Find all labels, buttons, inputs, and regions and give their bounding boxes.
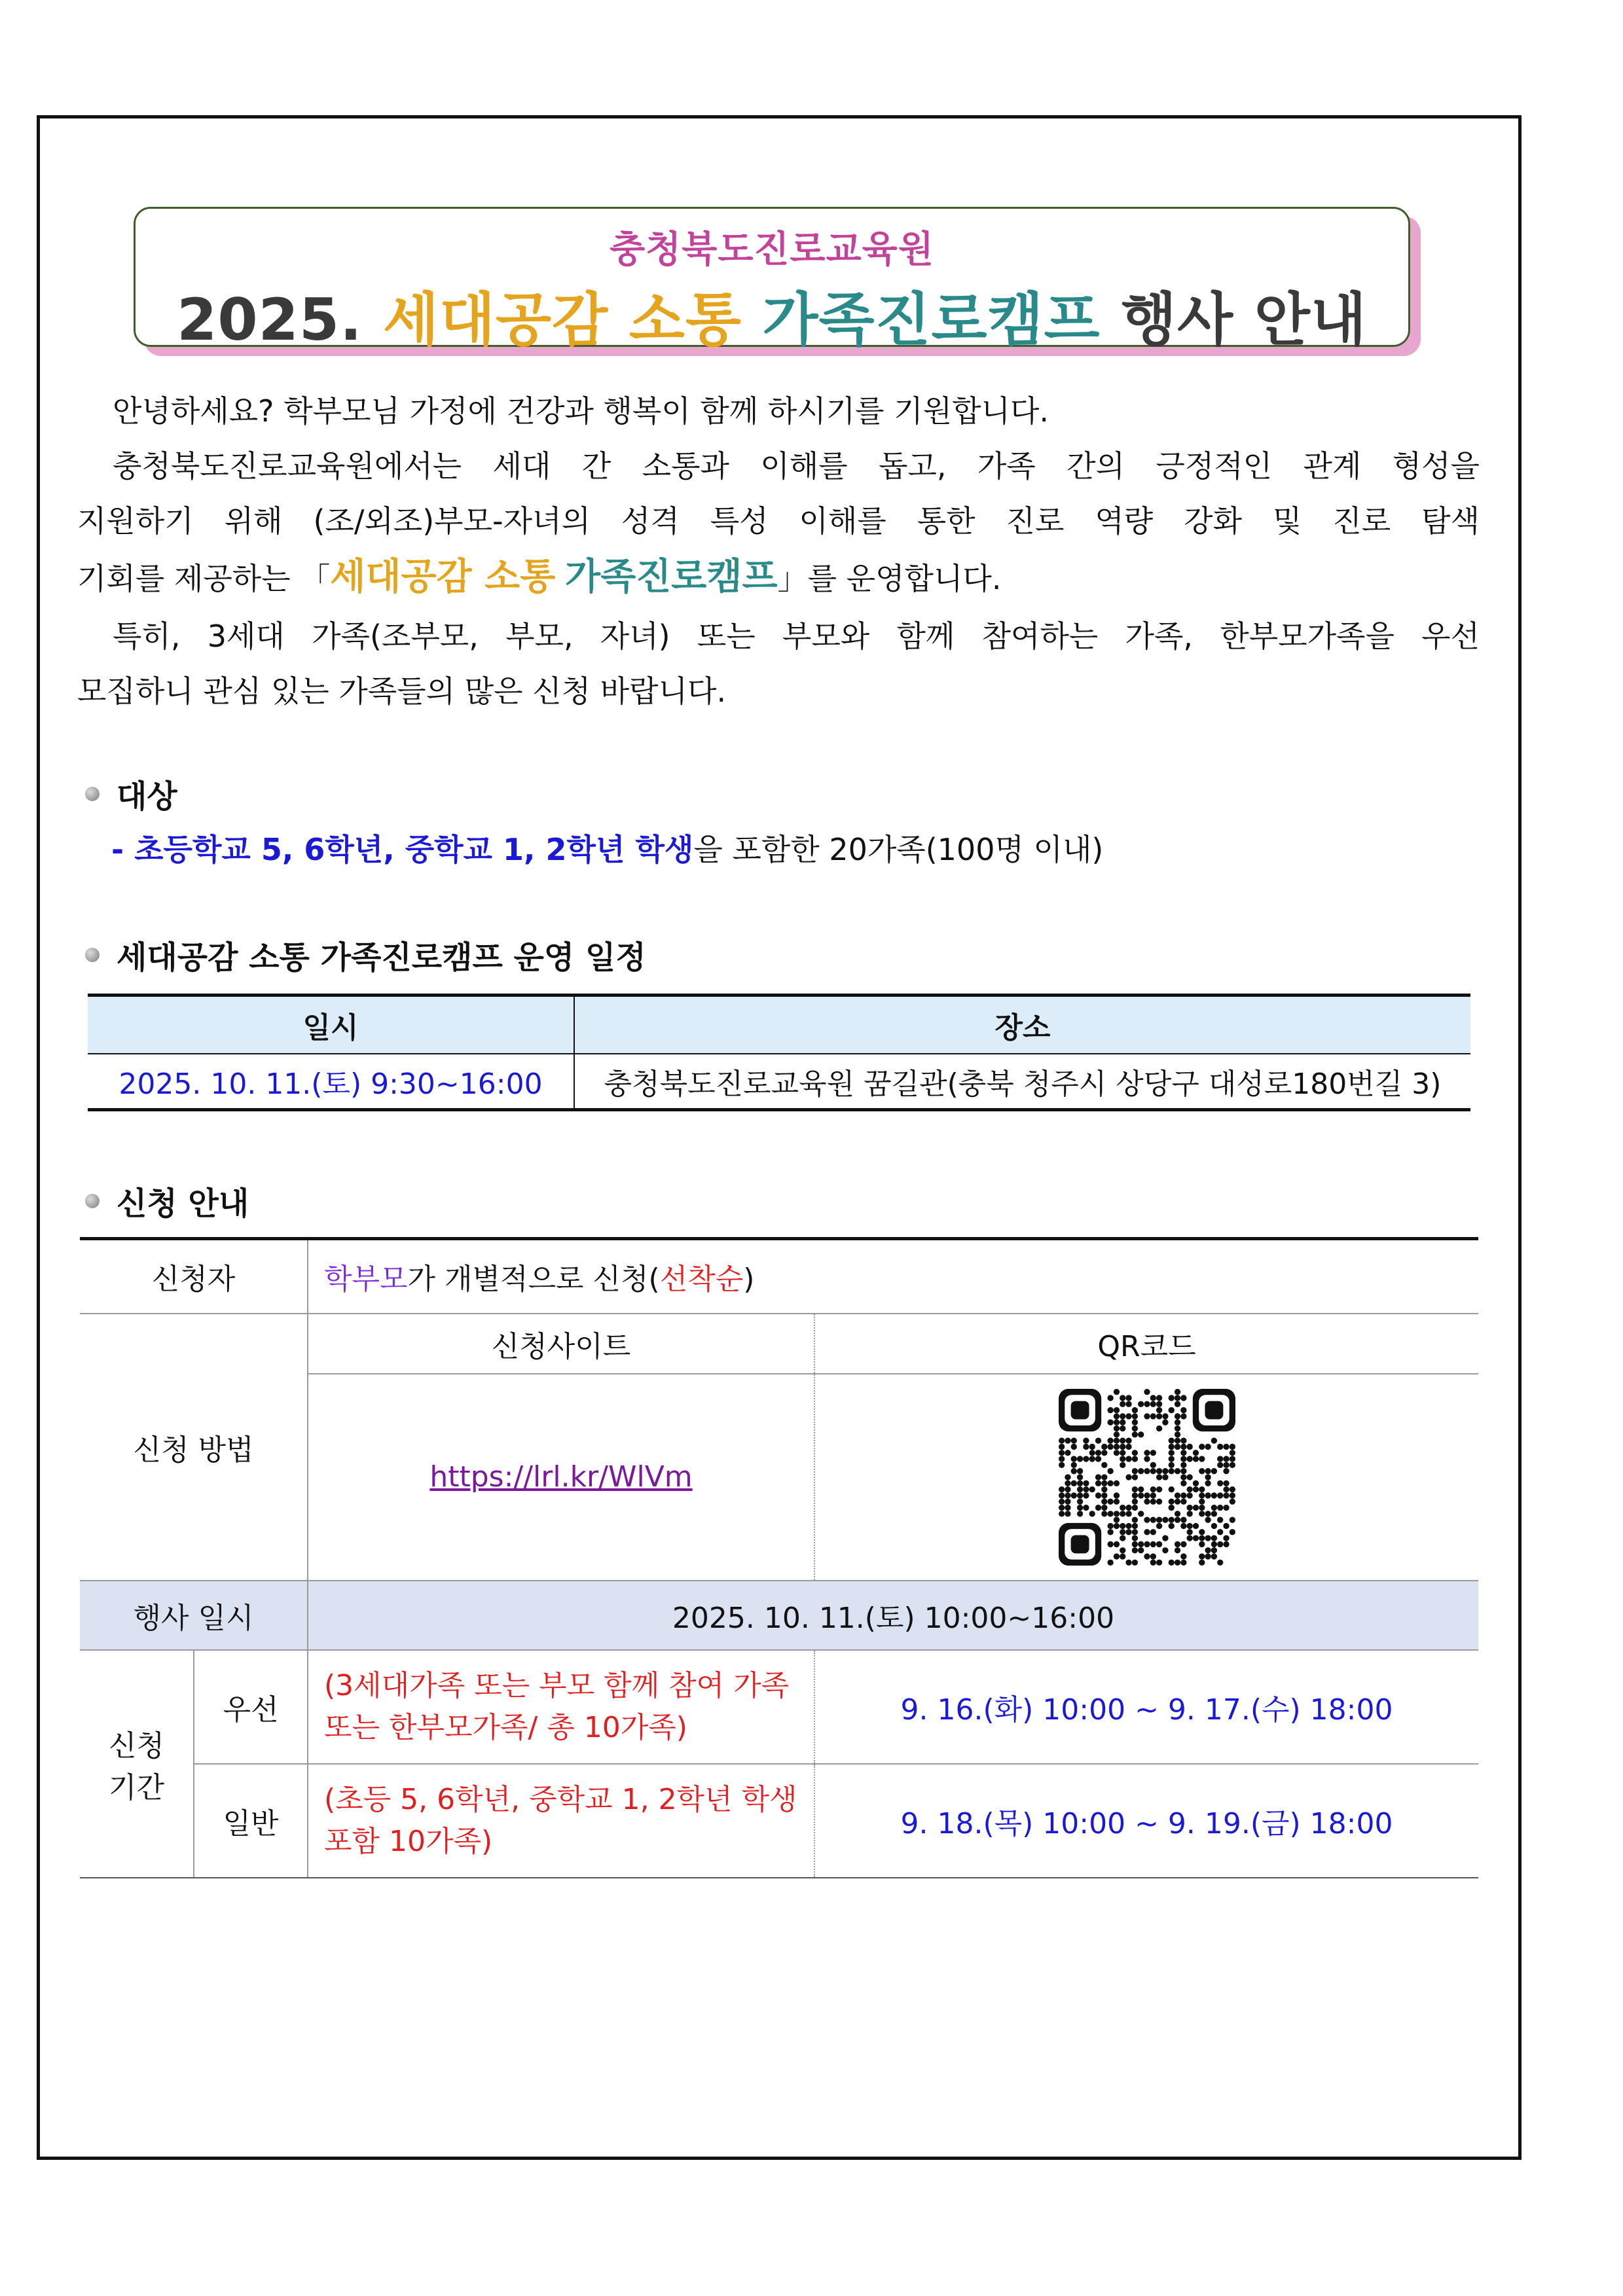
applicant-value — [308, 1239, 1478, 1314]
apply-heading-text: 신청 안내 — [117, 1185, 249, 1222]
priority-row — [80, 1650, 1478, 1764]
intro-line-4-post: 」를 운영합니다. — [777, 561, 1002, 596]
page-title — [136, 274, 1408, 357]
qr-code-icon[interactable] — [1059, 1389, 1235, 1566]
general-period: 9. 18.(목) 10:00 ~ 9. 19.(금) 18:00 — [814, 1764, 1478, 1878]
schedule-heading-text: 세대공감 소통 가족진로캠프 운영 일정 — [117, 939, 646, 976]
method-header-row — [80, 1314, 1478, 1374]
target-rest: 을 포함한 20가족(100명 이내) — [693, 832, 1104, 867]
bullet-icon — [85, 787, 100, 801]
site-cell — [308, 1374, 814, 1581]
intro-camp-name-1: 세대공감 소통 — [330, 556, 556, 598]
title-suffix: 행사 안내 — [1121, 286, 1367, 353]
target-highlight: 초등학교 5, 6학년, 중학교 1, 2학년 학생 — [134, 832, 694, 867]
event-label: 행사 일시 — [80, 1581, 308, 1650]
schedule-col-place: 장소 — [574, 996, 1470, 1054]
applicant-end: ) — [743, 1263, 755, 1297]
apply-section-heading — [85, 1178, 249, 1223]
event-date: 2025. 10. 11.(토) 10:00~16:00 — [308, 1581, 1478, 1650]
intro-line-3: 지원하기 위해 (조/외조)부모-자녀의 성격 특성 이해를 통한 진로 역량 강화 및 진로 탐색 — [77, 503, 1480, 539]
priority-period: 9. 16.(화) 10:00 ~ 9. 17.(수) 18:00 — [814, 1650, 1478, 1764]
title-part1: 세대공감 소통 — [383, 286, 742, 353]
bullet-icon — [85, 948, 100, 962]
apply-table — [80, 1237, 1478, 1878]
schedule-header-row — [88, 996, 1470, 1054]
general-row — [80, 1764, 1478, 1878]
target-heading-text: 대상 — [117, 778, 177, 815]
target-prefix: - — [111, 832, 135, 867]
intro-line-4-pre: 기회를 제공하는 「 — [77, 561, 331, 596]
period-label — [80, 1650, 194, 1878]
priority-desc-2: 또는 한부모가족/ 총 10가족) — [324, 1710, 687, 1744]
schedule-col-date: 일시 — [88, 996, 574, 1054]
intro-line-4 — [77, 550, 1480, 606]
site-link[interactable]: https://lrl.kr/WlVm — [429, 1460, 693, 1494]
schedule-row — [88, 1054, 1470, 1110]
applicant-note: 선착순 — [659, 1263, 744, 1297]
event-row — [80, 1581, 1478, 1650]
priority-desc — [308, 1650, 814, 1764]
title-part2: 가족진로캠프 — [762, 286, 1101, 353]
general-desc-2: 포함 10가족) — [324, 1824, 493, 1858]
priority-label: 우선 — [194, 1650, 308, 1764]
general-label: 일반 — [194, 1764, 308, 1878]
intro-line-6: 모집하니 관심 있는 가족들의 많은 신청 바랍니다. — [77, 673, 727, 709]
intro-line-2: 충청북도진로교육원에서는 세대 간 소통과 이해를 돕고, 가족 간의 긍정적인 관계 형성을 — [113, 448, 1480, 484]
org-name: 충청북도진로교육원 — [610, 228, 934, 271]
target-section-heading — [85, 771, 177, 816]
qr-cell — [814, 1374, 1478, 1581]
priority-desc-1: (3세대가족 또는 부모 함께 참여 가족 — [324, 1668, 790, 1702]
title-prefix: 2025. — [177, 286, 363, 353]
bullet-icon — [85, 1194, 100, 1208]
site-header: 신청사이트 — [308, 1314, 814, 1374]
intro-camp-name-2: 가족진로캠프 — [565, 556, 778, 598]
qr-header: QR코드 — [814, 1314, 1478, 1374]
applicant-label: 신청자 — [80, 1239, 308, 1314]
intro-line-1: 안녕하세요? 학부모님 가정에 건강과 행복이 함께 하시기를 기원합니다. — [113, 393, 1049, 429]
general-desc-1: (초등 5, 6학년, 중학교 1, 2학년 학생 — [324, 1782, 797, 1816]
title-box — [134, 207, 1410, 353]
schedule-table — [88, 994, 1470, 1111]
period-label-2: 기간 — [108, 1770, 164, 1804]
schedule-date: 2025. 10. 11.(토) 9:30~16:00 — [88, 1054, 574, 1110]
applicant-who: 학부모 — [324, 1263, 408, 1297]
applicant-mid: 가 개별적으로 신청( — [407, 1263, 660, 1297]
method-label: 신청 방법 — [80, 1314, 308, 1581]
period-label-1: 신청 — [108, 1729, 164, 1763]
applicant-row — [80, 1239, 1478, 1314]
general-desc — [308, 1764, 814, 1878]
schedule-section-heading — [85, 932, 646, 977]
schedule-place: 충청북도진로교육원 꿈길관(충북 청주시 상당구 대성로180번길 3) — [574, 1054, 1470, 1110]
target-description — [111, 826, 1103, 869]
intro-line-5: 특히, 3세대 가족(조부모, 부모, 자녀) 또는 부모와 함께 참여하는 가족, 한부모가족을 우선 — [113, 619, 1480, 654]
